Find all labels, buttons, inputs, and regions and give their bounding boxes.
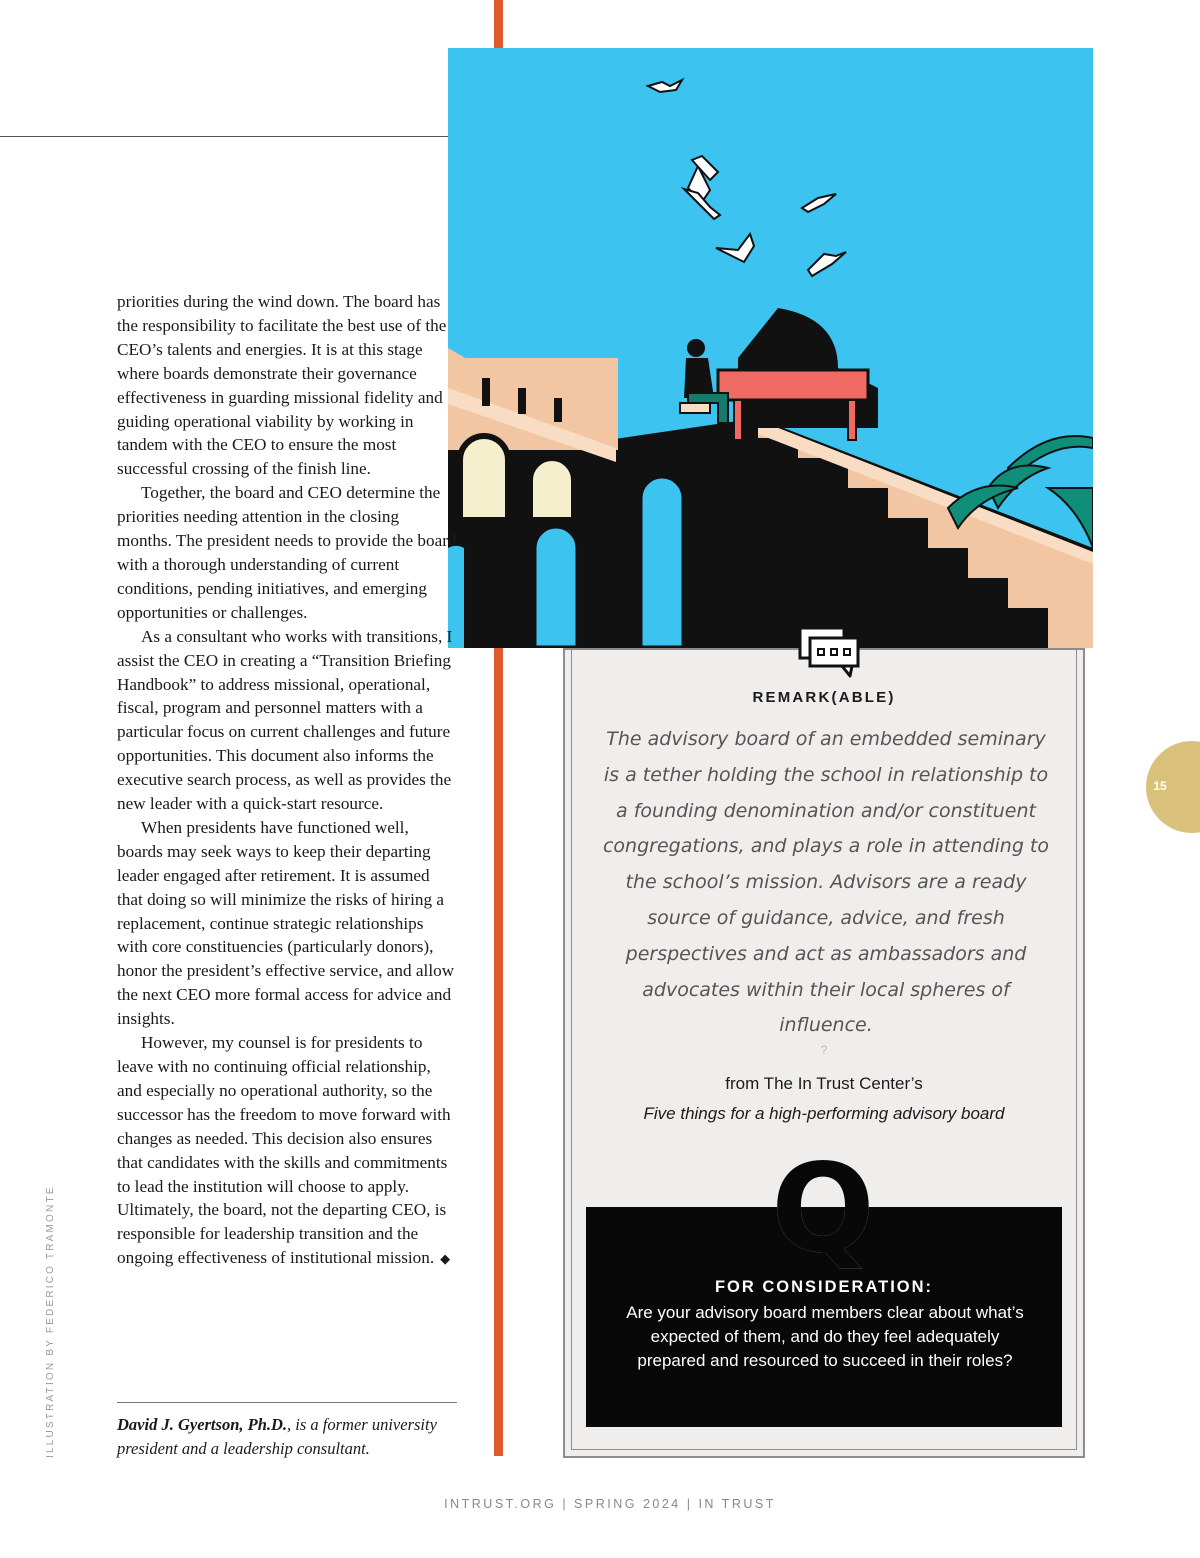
top-divider [0, 136, 448, 137]
illustration-pianist-on-rooftop [448, 48, 1093, 648]
article-paragraph: As a consultant who works with transitions, I assist the CEO in creating a “Transition Briefing Handbook” to address missional, operational, fiscal, program and personnel matters with a particular focus on current challenges and future opportunities. This document also informs the executive search process, as well as provides the new leader with a quick-start resource. [117, 626, 453, 814]
author-description: , is a former university president and a leadership consultant. [117, 1415, 437, 1458]
page-footer: INTRUST.ORG | SPRING 2024 | IN TRUST [444, 1497, 776, 1511]
remark-source-line1: from The In Trust Center’s [725, 1074, 923, 1093]
consideration-text: Are your advisory board members clear about what’s expected of them, and do they feel adequately prepared and resourced to succeed in their roles? [626, 1303, 1024, 1370]
article-paragraph: When presidents have functioned well, boards may seek ways to keep their departing leader engaged after retirement. It is assumed that doing so will minimize the risks of hiring a replacement, continue strategic relationships with core constituencies (particularly donors), honor the president’s effective service, and allow the next CEO more formal access for advice and insights. [117, 817, 455, 1029]
author-bio [117, 1413, 467, 1460]
speech-bubble-icon [798, 626, 862, 678]
remark-label: REMARK(ABLE) [752, 689, 896, 706]
consideration-title: FOR CONSIDERATION: [714, 1278, 934, 1296]
illustration-credit [44, 1185, 58, 1458]
bio-divider [117, 1402, 457, 1403]
article-paragraph: priorities during the wind down. The board has the responsibility to facilitate the best use of the CEO’s talents and energies. It is at this stage where boards demonstrate their governance effectiveness in guarding missional fidelity and guiding operational viability by working in tandem with the CEO to ensure the most successful crossing of the finish line. [117, 292, 447, 479]
article-paragraph: However, my counsel is for presidents to leave with no continuing official relationship, and especially no operational authority, so the successor has the freedom to move forward with changes as needed. This decision also ensures that candidates with the skills and commitments to lead the institution will choose to apply. Ultimately, the board, not the departing CEO, is responsible for leadership transition and the ongoing effectiveness of institutional mission. [117, 1033, 451, 1268]
article-paragraph-last [117, 1031, 457, 1271]
article-body [117, 290, 457, 1271]
author-name: David J. Gyertson, Ph.D. [117, 1415, 288, 1434]
end-mark-icon: ◆ [440, 1251, 451, 1267]
page-number: 15 [1153, 779, 1167, 793]
article-paragraph: Together, the board and CEO determine the priorities needing attention in the closing months. The president needs to provide the board with a thorough understanding of current conditions, pending initiatives, and emerging opportunities or challenges. [117, 483, 457, 622]
remark-mark: ? [820, 1043, 828, 1057]
q-letter-icon: Q [771, 1138, 875, 1280]
remark-source [563, 1069, 1085, 1129]
remark-quote: The advisory board of an embedded seminary is a tether holding the school in relationship to a founding denomination and/or constituent congregations, and plays a role in attending to the school’s mission. Advisors are a ready source of guidance, advice, and fresh perspectives and act as ambassadors and advocates within their local spheres of influence. [602, 728, 1050, 1037]
illustration-credit-text: ILLUSTRATION BY FEDERICO TRAMONTE [45, 1185, 56, 1458]
remark-source-title: Five things for a high-performing advisory board [643, 1104, 1005, 1123]
